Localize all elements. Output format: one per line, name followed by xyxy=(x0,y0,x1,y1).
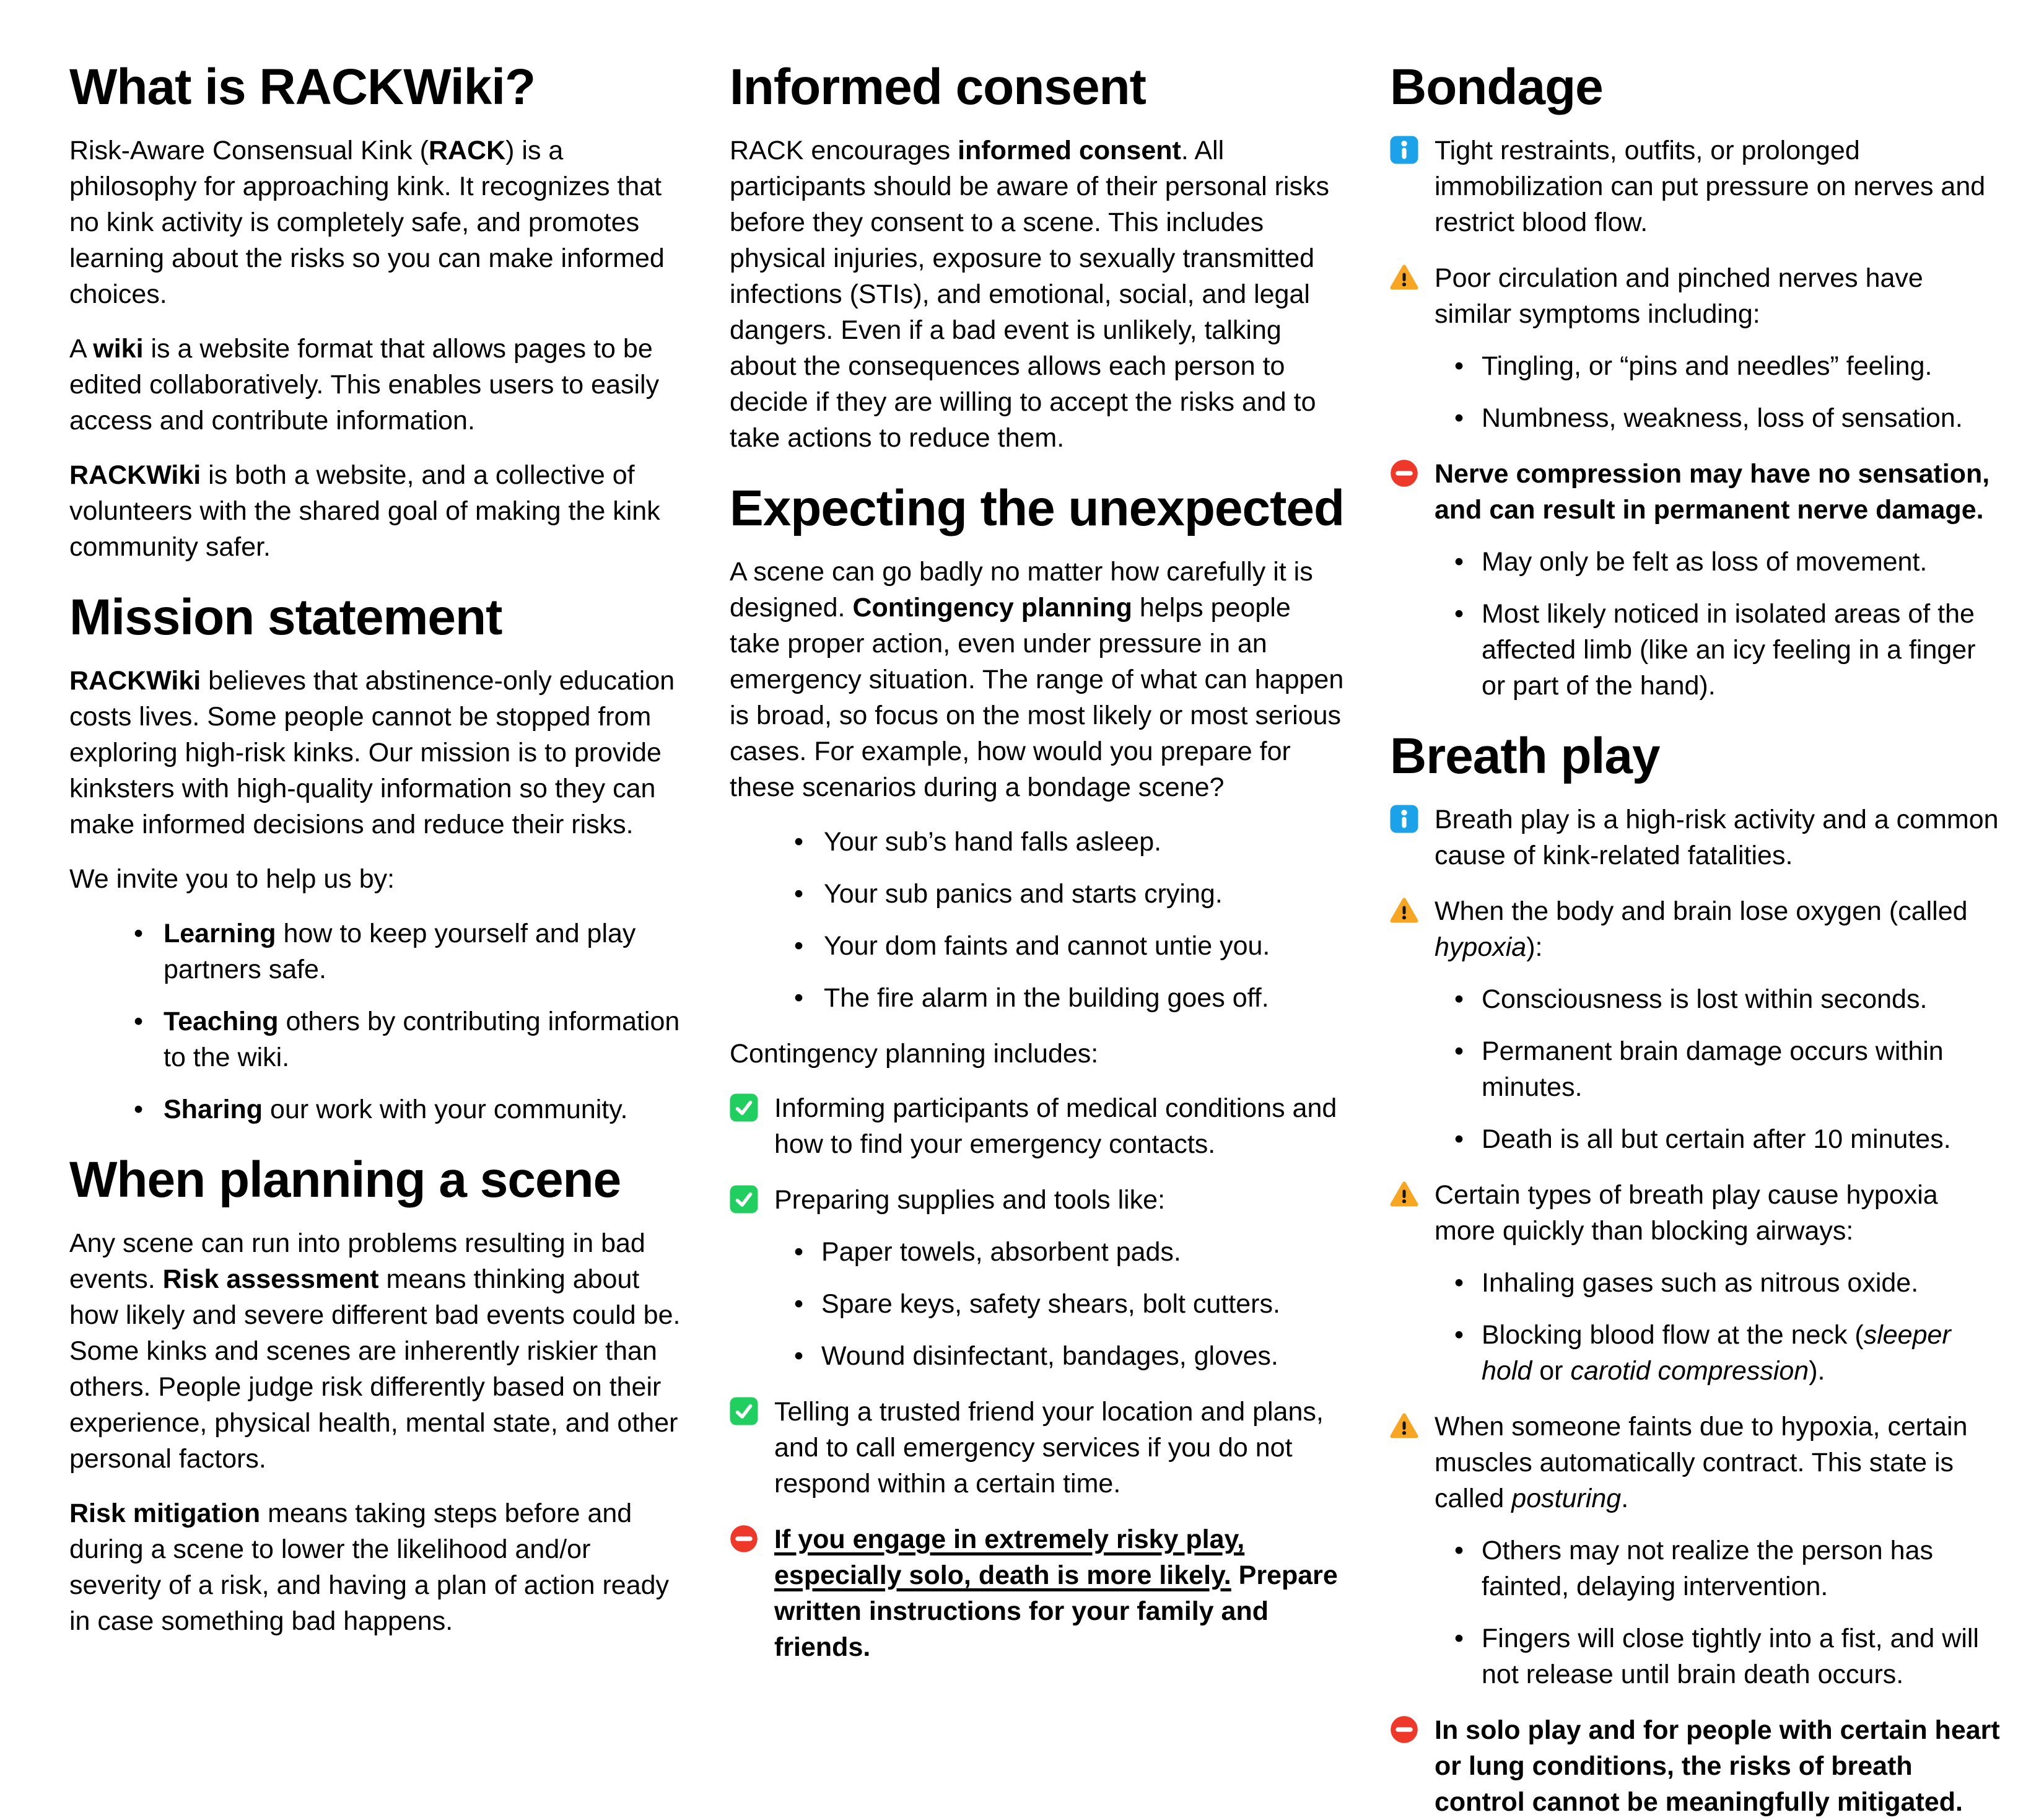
no-entry-icon xyxy=(1390,1715,1418,1744)
list-item: • Most likely noticed in isolated areas of the affected limb (like an icy feeling in a finger or part of the hand). xyxy=(1482,596,2006,704)
list-item: • May only be felt as loss of movement. xyxy=(1482,544,2006,580)
list-item: • Your sub panics and starts crying. xyxy=(824,876,1345,912)
warning-icon xyxy=(1390,1412,1418,1440)
paragraph: RACK encourages informed consent. All participants should be aware of their personal risks before they consent to a scene. This includes physical injuries, exposure to sexually transmitted infections (STIs), and emotional, social, and legal dangers. Even if a bad event is unlikely, talking about the consequences allows each person to decide if they are willing to accept the risks and to take actions to reduce them. xyxy=(730,136,1330,453)
info-icon xyxy=(1390,136,1418,164)
list-item: • Inhaling gases such as nitrous oxide. xyxy=(1482,1265,2006,1301)
check-icon xyxy=(730,1397,758,1425)
list-item: • Tingling, or “pins and needles” feeling. xyxy=(1482,348,2006,384)
checklist-item-text: Informing participants of medical conditions and how to find your emergency contacts. xyxy=(774,1093,1337,1159)
list-item: • Paper towels, absorbent pads. xyxy=(821,1234,1345,1270)
checklist-item-text: Preparing supplies and tools like: xyxy=(774,1185,1166,1215)
list-item: • Your dom faints and cannot untie you. xyxy=(824,928,1345,964)
warning-item-text: When someone faints due to hypoxia, certain muscles automatically contract. This state is called posturing. xyxy=(1435,1412,1968,1513)
info-icon xyxy=(1390,136,1418,164)
checklist-item xyxy=(730,1182,1345,1374)
checklist-item-text: Telling a trusted friend your location and plans, and to call emergency services if you do not respond within a certain time. xyxy=(774,1397,1324,1498)
warning-item xyxy=(1390,260,2006,436)
sub-bullet-list xyxy=(1435,1533,2006,1692)
no-entry-icon xyxy=(1390,459,1418,488)
info-item xyxy=(1390,133,2006,240)
column-right xyxy=(1390,59,2006,1817)
list-item: • Death is all but certain after 10 minutes. xyxy=(1482,1121,2006,1157)
list-item: • Your sub’s hand falls asleep. xyxy=(824,824,1345,860)
section-heading-informed-consent: Informed consent xyxy=(730,59,1146,115)
paragraph: RACKWiki believes that abstinence-only education costs lives. Some people cannot be stopped from exploring high-risk kinks. Our mission is to provide kinksters with high-quality information so they can make informed decisions and reduce their risks. xyxy=(69,666,675,839)
paragraph: A scene can go badly no matter how carefully it is designed. Contingency planning helps people take proper action, even under pressure in an emergency situation. The range of what can happen is broad, so focus on the most likely or most serious cases. For example, how would you prepare for these scenarios during a bondage scene? xyxy=(730,557,1344,802)
bullet-list xyxy=(730,824,1345,1016)
warning-item-text: Poor circulation and pinched nerves have similar symptoms including: xyxy=(1435,263,1923,329)
list-item: • The fire alarm in the building goes off. xyxy=(824,980,1345,1016)
warning-icon xyxy=(1390,1180,1418,1209)
list-item: • Consciousness is lost within seconds. xyxy=(1482,981,2006,1017)
list-item: • Teaching others by contributing information to the wiki. xyxy=(164,1004,685,1075)
danger-item xyxy=(1390,456,2006,704)
section-heading-breath-play: Breath play xyxy=(1390,728,1660,784)
warning-item-text: When the body and brain lose oxygen (called hypoxia): xyxy=(1435,896,1968,962)
no-entry-icon xyxy=(1390,459,1418,488)
check-icon xyxy=(730,1185,758,1214)
danger-item xyxy=(730,1521,1345,1665)
section-heading-bondage: Bondage xyxy=(1390,59,1603,115)
warning-icon xyxy=(1390,1180,1418,1209)
no-entry-icon xyxy=(730,1525,758,1553)
list-item: • Permanent brain damage occurs within minutes. xyxy=(1482,1033,2006,1105)
section-heading-mission-statement: Mission statement xyxy=(69,589,502,645)
warning-item xyxy=(1390,1409,2006,1692)
check-icon xyxy=(730,1093,758,1122)
check-icon xyxy=(730,1397,758,1425)
paragraph: Risk mitigation means taking steps before and during a scene to lower the likelihood and/or severity of a risk, and having a plan of action ready in case something bad happens. xyxy=(69,1498,670,1636)
list-item: • Sharing our work with your community. xyxy=(164,1092,685,1127)
sub-bullet-list xyxy=(1435,348,2006,436)
warning-item xyxy=(1390,893,2006,1157)
danger-item-text: If you engage in extremely risky play, especially solo, death is more likely. Prepare written instructions for your family and friends. xyxy=(774,1525,1338,1662)
danger-item-text: Nerve compression may have no sensation, and can result in permanent nerve damage. xyxy=(1435,459,1990,525)
paragraph: Contingency planning includes: xyxy=(730,1039,1099,1069)
info-item-text: Tight restraints, outfits, or prolonged immobilization can put pressure on nerves and restrict blood flow. xyxy=(1435,136,1986,237)
paragraph: A wiki is a website format that allows pages to be edited collaboratively. This enables users to easily access and contribute information. xyxy=(69,334,660,435)
section-heading-when-planning-a-scene: When planning a scene xyxy=(69,1152,621,1208)
list-item: • Blocking blood flow at the neck (sleeper hold or carotid compression). xyxy=(1482,1317,2006,1389)
warning-item xyxy=(1390,1177,2006,1389)
column-middle xyxy=(730,59,1345,1662)
sub-bullet-list xyxy=(1435,544,2006,704)
warning-icon xyxy=(1390,263,1418,292)
paragraph: Risk-Aware Consensual Kink (RACK) is a philosophy for approaching kink. It recognizes that no kink activity is completely safe, and promotes learning about the risks so you can make informed choices. xyxy=(69,136,665,309)
paragraph: We invite you to help us by: xyxy=(69,864,395,894)
no-entry-icon xyxy=(730,1525,758,1553)
warning-icon xyxy=(1390,263,1418,292)
check-icon xyxy=(730,1093,758,1122)
warning-item-text: Certain types of breath play cause hypoxia more quickly than blocking airways: xyxy=(1435,1180,1938,1246)
list-item: • Numbness, weakness, loss of sensation. xyxy=(1482,400,2006,436)
list-item: • Spare keys, safety shears, bolt cutters. xyxy=(821,1286,1345,1322)
info-item-text: Breath play is a high-risk activity and a common cause of kink-related fatalities. xyxy=(1435,805,1999,870)
check-icon xyxy=(730,1185,758,1214)
list-item: • Wound disinfectant, bandages, gloves. xyxy=(821,1338,1345,1374)
warning-icon xyxy=(1390,896,1418,925)
info-item xyxy=(1390,802,2006,873)
checklist-item xyxy=(730,1394,1345,1502)
danger-item-text: In solo play and for people with certain heart or lung conditions, the risks of breath control cannot be meaningfully mitigated. xyxy=(1435,1715,2000,1817)
sub-bullet-list xyxy=(1435,981,2006,1157)
no-entry-icon xyxy=(1390,1715,1418,1744)
danger-item xyxy=(1390,1712,2006,1820)
list-item: • Others may not realize the person has fainted, delaying intervention. xyxy=(1482,1533,2006,1604)
sub-bullet-list xyxy=(774,1234,1345,1374)
info-icon xyxy=(1390,805,1418,833)
info-icon xyxy=(1390,805,1418,833)
sub-bullet-list xyxy=(1435,1265,2006,1389)
section-heading-expecting-the-unexpected: Expecting the unexpected xyxy=(730,480,1345,536)
checklist-item xyxy=(730,1090,1345,1162)
list-item: • Learning how to keep yourself and play partners safe. xyxy=(164,916,685,987)
warning-icon xyxy=(1390,1412,1418,1440)
paragraph: RACKWiki is both a website, and a collective of volunteers with the shared goal of making the kink community safer. xyxy=(69,460,660,562)
paragraph: Any scene can run into problems resulting in bad events. Risk assessment means thinking about how likely and severe different bad events could be. Some kinks and scenes are inherently riskier than others. People judge risk differently based on their experience, physical health, mental state, and other personal factors. xyxy=(69,1228,681,1474)
list-item: • Fingers will close tightly into a fist, and will not release until brain death occurs. xyxy=(1482,1621,2006,1692)
section-heading-what-is-rackwiki: What is RACKWiki? xyxy=(69,59,536,115)
bullet-list xyxy=(69,916,685,1127)
warning-icon xyxy=(1390,896,1418,925)
column-left xyxy=(69,59,685,1636)
